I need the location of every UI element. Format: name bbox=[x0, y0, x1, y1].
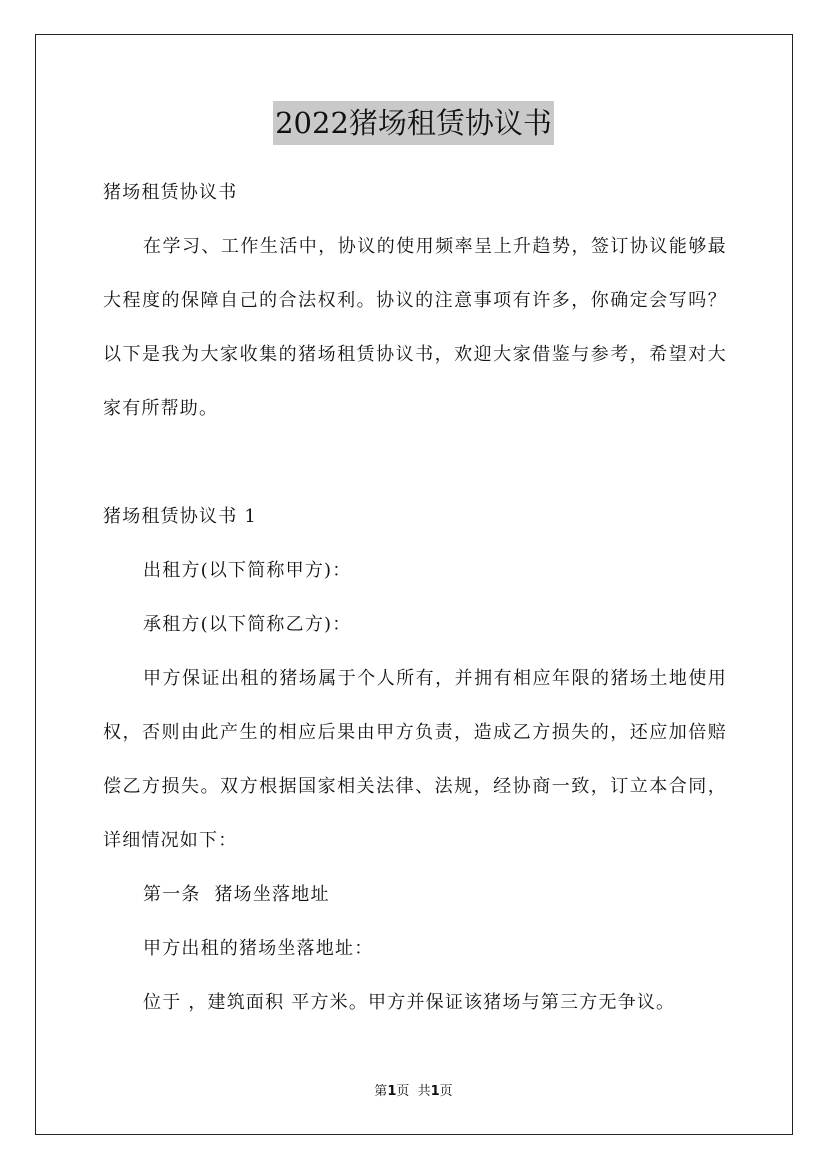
intro-paragraph: 在学习、工作生活中，协议的使用频率呈上升趋势，签订协议能够最大程度的保障自己的合法权利。协议的注意事项有许多，你确定会写吗？以下是我为大家收集的猪场租赁协议书，欢迎大家借鉴与参考，希望对大家有所帮助。 bbox=[103, 236, 727, 419]
footer-prefix: 第 bbox=[374, 1084, 388, 1099]
footer-page-current: 1 bbox=[387, 1084, 397, 1099]
lessor-line: 出租方(以下简称甲方)： bbox=[143, 560, 352, 581]
footer-mid: 页 共 bbox=[396, 1084, 431, 1099]
footer-suffix: 页 bbox=[439, 1084, 453, 1099]
location-label: 甲方出租的猪场坐落地址： bbox=[143, 938, 374, 959]
document-title bbox=[0, 100, 827, 144]
document-title-text: 2022猪场租赁协议书 bbox=[273, 101, 554, 145]
article-heading: 第一条 猪场坐落地址 bbox=[143, 884, 330, 905]
location-detail: 位于 ，建筑面积 平方米。甲方并保证该猪场与第三方无争议。 bbox=[143, 992, 676, 1013]
guarantee-paragraph: 甲方保证出租的猪场属于个人所有，并拥有相应年限的猪场土地使用权，否则由此产生的相应后果由甲方负责，造成乙方损失的，还应加倍赔偿乙方损失。双方根据国家相关法律、法规，经协商一致，订立本合同，详细情况如下： bbox=[103, 668, 727, 851]
page-footer bbox=[0, 1083, 827, 1101]
section-heading: 猪场租赁协议书 1 bbox=[103, 506, 257, 527]
footer-page-total: 1 bbox=[430, 1084, 440, 1099]
document-subtitle: 猪场租赁协议书 bbox=[103, 182, 238, 203]
lessee-line: 承租方(以下简称乙方)： bbox=[143, 614, 352, 635]
